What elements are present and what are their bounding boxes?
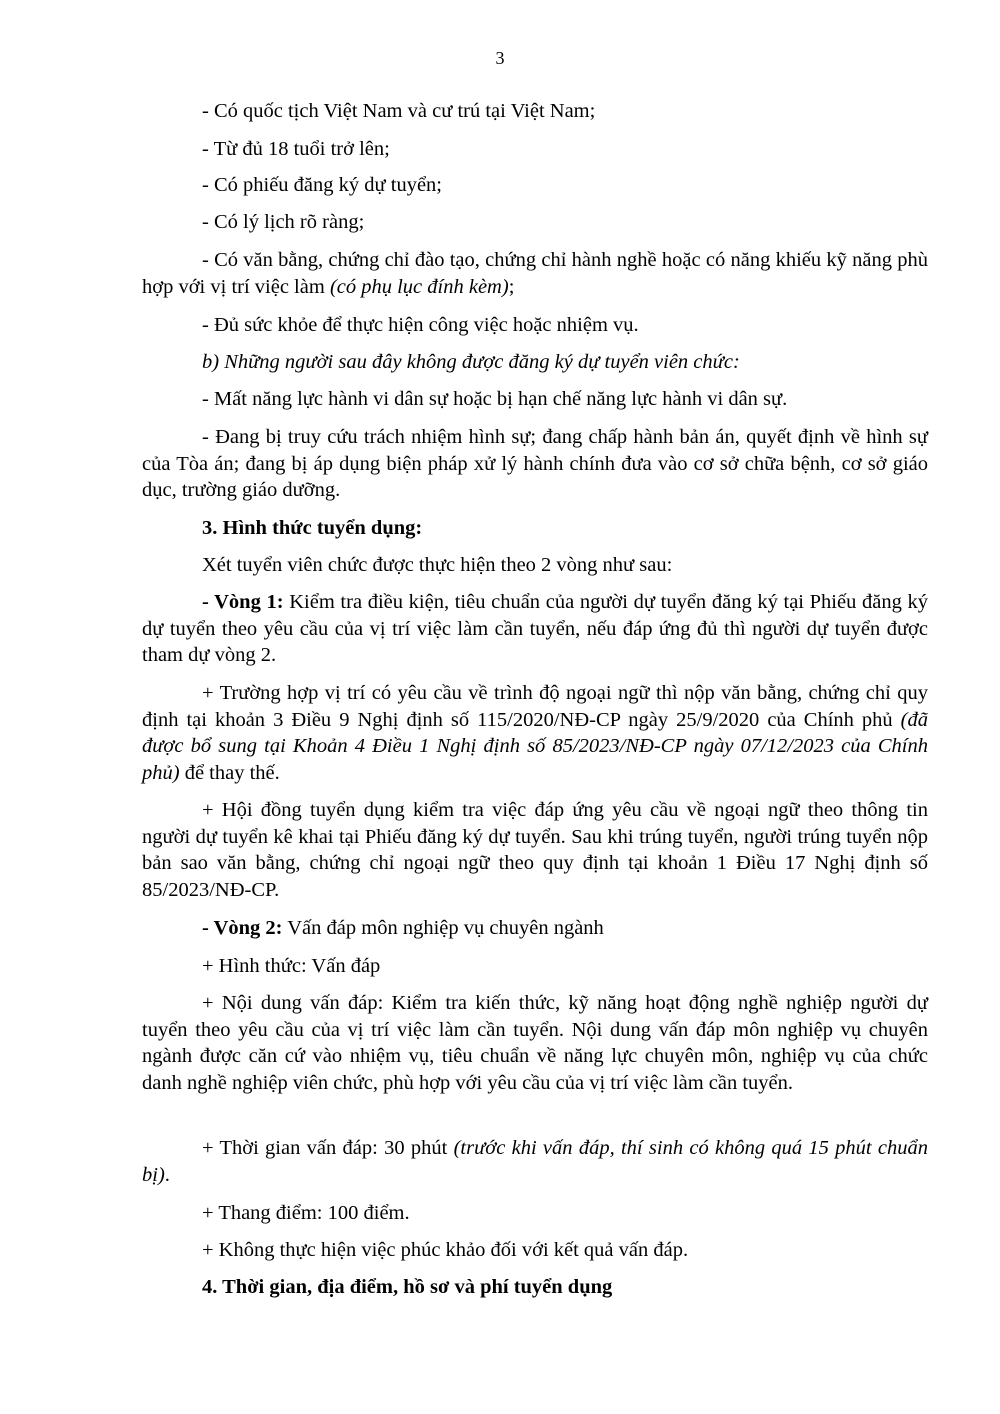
- no-appeal-note: + Không thực hiện việc phúc khảo đối với kết quả vấn đáp.: [202, 1239, 689, 1261]
- rounds-intro: Xét tuyển viên chức được thực hiện theo 2 vòng như sau:: [202, 554, 673, 576]
- section-3-heading: 3. Hình thức tuyển dụng:: [202, 517, 423, 539]
- paragraph-end: ;: [508, 275, 515, 298]
- interview-content: + Nội dung vấn đáp: Kiểm tra kiến thức, kỹ năng hoạt động nghề nghiệp người dự tuyển theo yêu cầu của vị trí việc làm cần tuyển. Nội dung vấn đáp môn nghiệp vụ chuyên ngành được căn cứ vào nhiệm vụ, tiêu chuẩn về năng lực chuyên môn, nghiệp vụ của chức danh nghề nghiệp viên chức, phù hợp với yêu cầu của vị trí việc làm cần tuyển.: [142, 992, 928, 1094]
- paragraph-text: + Thời gian vấn đáp: 30 phút: [202, 1137, 454, 1159]
- paragraph-text: + Trường hợp vị trí có yêu cầu về trình độ ngoại ngữ thì nộp văn bằng, chứng chỉ quy định tại khoản 3 Điều 9 Nghị định số 115/2020/NĐ-CP ngày 25/9/2020 của Chính phủ: [142, 682, 928, 731]
- paragraph-end: để thay thế.: [179, 761, 280, 784]
- round-2-paragraph: [142, 915, 928, 942]
- interview-format: + Hình thức: Vấn đáp: [202, 955, 381, 977]
- preparation-note: (trước khi vấn đáp, thí sinh có không quá 15 phút chuẩn bị): [142, 1137, 928, 1186]
- requirement-health: - Đủ sức khỏe để thực hiện công việc hoặc nhiệm vụ.: [202, 314, 639, 336]
- section-4-heading: 4. Thời gian, địa điểm, hồ sơ và phí tuyển dụng: [202, 1276, 613, 1298]
- appendix-note: (có phụ lục đính kèm): [329, 275, 509, 298]
- page-number: 3: [495, 48, 505, 68]
- interview-duration: [142, 1135, 928, 1188]
- exclusion-civil-capacity: - Mất năng lực hành vi dân sự hoặc bị hạn chế năng lực hành vi dân sự.: [202, 388, 788, 410]
- score-scale: + Thang điểm: 100 điểm.: [202, 1202, 410, 1224]
- council-check-paragraph: + Hội đồng tuyển dụng kiểm tra việc đáp ứng yêu cầu về ngoại ngữ theo thông tin người dự tuyển kê khai tại Phiếu đăng ký dự tuyển. Sau khi trúng tuyển, người trúng tuyển nộp bản sao văn bằng, chứng chỉ ngoại ngữ theo quy định tại khoản 1 Điều 17 Nghị định số 85/2023/NĐ-CP.: [142, 799, 928, 901]
- subsection-b-heading: b) Những người sau đây không được đăng ký dự tuyển viên chức:: [202, 351, 740, 373]
- round-2-label: - Vòng 2:: [202, 917, 283, 939]
- requirement-age: - Từ đủ 18 tuổi trở lên;: [202, 138, 390, 160]
- round-1-text: Kiểm tra điều kiện, tiêu chuẩn của người dự tuyển đăng ký tại Phiếu đăng ký dự tuyển theo yêu cầu của vị trí việc làm cần tuyển, nếu đáp ứng đủ thì người dự tuyển được tham dự vòng 2.: [142, 591, 928, 666]
- round-1-label: - Vòng 1:: [202, 591, 284, 613]
- paragraph-text: - Có văn bằng, chứng chỉ đào tạo, chứng chỉ hành nghề hoặc có năng khiếu kỹ năng phù hợp với vị trí việc làm: [142, 249, 928, 298]
- requirement-nationality: - Có quốc tịch Việt Nam và cư trú tại Việt Nam;: [202, 100, 596, 122]
- requirement-registration-form: - Có phiếu đăng ký dự tuyển;: [202, 174, 442, 196]
- foreign-language-paragraph: [142, 680, 928, 786]
- requirement-background: - Có lý lịch rõ ràng;: [202, 211, 365, 233]
- paragraph-end: .: [164, 1163, 170, 1186]
- round-2-text: Vấn đáp môn nghiệp vụ chuyên ngành: [282, 917, 604, 939]
- exclusion-criminal: - Đang bị truy cứu trách nhiệm hình sự; đang chấp hành bản án, quyết định về hình sự của Tòa án; đang bị áp dụng biện pháp xử lý hành chính đưa vào cơ sở chữa bệnh, cơ sở giáo dục, trường giáo dưỡng.: [142, 426, 928, 501]
- requirement-qualifications: [142, 247, 928, 300]
- amendment-note: (đã được bổ sung tại Khoản 4 Điều 1 Nghị định số 85/2023/NĐ-CP ngày 07/12/2023 của Chính phủ): [142, 708, 928, 784]
- round-1-paragraph: [142, 589, 928, 669]
